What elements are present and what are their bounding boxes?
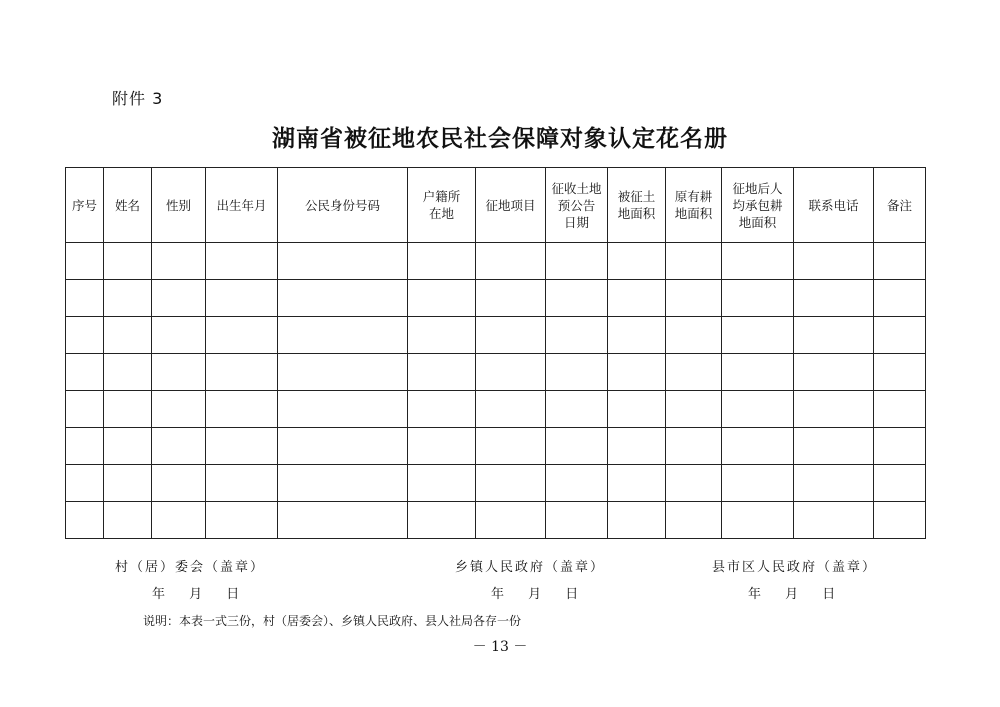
township-government-date: 年 月 日 [491, 587, 580, 602]
table-row [66, 354, 926, 391]
table-cell[interactable] [408, 317, 476, 354]
village-committee-seal-label: 村（居）委会（盖章） [115, 560, 266, 575]
table-cell[interactable] [476, 465, 546, 502]
table-cell[interactable] [874, 391, 926, 428]
table-cell[interactable] [206, 280, 278, 317]
table-row [66, 502, 926, 539]
table-cell[interactable] [206, 428, 278, 465]
table-cell[interactable] [66, 465, 104, 502]
table-cell[interactable] [66, 354, 104, 391]
column-header: 姓名 [104, 168, 152, 243]
table-cell[interactable] [152, 465, 206, 502]
column-header: 序号 [66, 168, 104, 243]
page-number: － 13 － [472, 639, 528, 655]
column-header: 出生年月 [206, 168, 278, 243]
township-government-seal-label: 乡镇人民政府（盖章） [455, 560, 606, 575]
county-government-date: 年 月 日 [748, 587, 837, 602]
table-cell[interactable] [794, 354, 874, 391]
table-cell[interactable] [104, 428, 152, 465]
table-cell[interactable] [152, 354, 206, 391]
table-cell[interactable] [66, 280, 104, 317]
table-cell[interactable] [408, 243, 476, 280]
table-cell[interactable] [152, 502, 206, 539]
table-cell[interactable] [206, 243, 278, 280]
table-cell[interactable] [278, 465, 408, 502]
table-cell[interactable] [546, 465, 608, 502]
table-cell[interactable] [874, 354, 926, 391]
column-header: 备注 [874, 168, 926, 243]
table-cell[interactable] [874, 502, 926, 539]
explanatory-note: 说明：本表一式三份，村（居委会）、乡镇人民政府、县人社局各存一份 [143, 614, 522, 628]
table-cell[interactable] [874, 317, 926, 354]
table-cell[interactable] [722, 428, 794, 465]
table-cell[interactable] [666, 391, 722, 428]
table-cell[interactable] [794, 243, 874, 280]
column-header: 户籍所 在地 [408, 168, 476, 243]
table-cell[interactable] [476, 243, 546, 280]
table-cell[interactable] [152, 428, 206, 465]
table-cell[interactable] [666, 502, 722, 539]
table-row [66, 465, 926, 502]
table-cell[interactable] [546, 354, 608, 391]
table-cell[interactable] [794, 280, 874, 317]
table-cell[interactable] [66, 391, 104, 428]
table-cell[interactable] [206, 502, 278, 539]
table-cell[interactable] [874, 243, 926, 280]
table-cell[interactable] [152, 391, 206, 428]
table-cell[interactable] [408, 428, 476, 465]
table-cell[interactable] [546, 243, 608, 280]
table-cell[interactable] [66, 317, 104, 354]
table-cell[interactable] [476, 354, 546, 391]
table-cell[interactable] [408, 391, 476, 428]
table-cell[interactable] [278, 391, 408, 428]
table-cell[interactable] [476, 280, 546, 317]
table-cell[interactable] [476, 391, 546, 428]
table-cell[interactable] [408, 502, 476, 539]
table-cell[interactable] [546, 391, 608, 428]
table-row [66, 243, 926, 280]
table-cell[interactable] [104, 465, 152, 502]
column-header: 被征土 地面积 [608, 168, 666, 243]
table-cell[interactable] [104, 317, 152, 354]
county-government-seal-label: 县市区人民政府（盖章） [712, 560, 878, 575]
table-cell[interactable] [104, 502, 152, 539]
table-cell[interactable] [206, 465, 278, 502]
table-cell[interactable] [104, 391, 152, 428]
table-cell[interactable] [874, 428, 926, 465]
table-cell[interactable] [476, 502, 546, 539]
column-header: 征地后人 均承包耕 地面积 [722, 168, 794, 243]
table-cell[interactable] [608, 243, 666, 280]
table-cell[interactable] [666, 317, 722, 354]
table-cell[interactable] [408, 280, 476, 317]
table-cell[interactable] [794, 465, 874, 502]
table-cell[interactable] [546, 280, 608, 317]
table-cell[interactable] [278, 280, 408, 317]
table-cell[interactable] [408, 465, 476, 502]
table-cell[interactable] [278, 428, 408, 465]
roster-table [65, 167, 926, 539]
table-cell[interactable] [608, 428, 666, 465]
table-cell[interactable] [794, 428, 874, 465]
table-cell[interactable] [278, 243, 408, 280]
table-cell[interactable] [608, 391, 666, 428]
table-cell[interactable] [104, 280, 152, 317]
table-cell[interactable] [278, 354, 408, 391]
table-cell[interactable] [608, 354, 666, 391]
table-cell[interactable] [666, 428, 722, 465]
table-cell[interactable] [66, 502, 104, 539]
table-cell[interactable] [104, 354, 152, 391]
table-cell[interactable] [206, 354, 278, 391]
table-row [66, 391, 926, 428]
table-cell[interactable] [278, 502, 408, 539]
table-cell[interactable] [874, 465, 926, 502]
table-row [66, 428, 926, 465]
table-cell[interactable] [206, 391, 278, 428]
table-cell[interactable] [722, 354, 794, 391]
table-cell[interactable] [874, 280, 926, 317]
table-cell[interactable] [794, 502, 874, 539]
table-cell[interactable] [104, 243, 152, 280]
column-header: 征地项目 [476, 168, 546, 243]
table-header-row [66, 168, 926, 243]
table-cell[interactable] [408, 354, 476, 391]
table-cell[interactable] [546, 317, 608, 354]
table-cell[interactable] [722, 391, 794, 428]
table-cell[interactable] [794, 317, 874, 354]
table-cell[interactable] [152, 317, 206, 354]
column-header: 性别 [152, 168, 206, 243]
table-cell[interactable] [546, 502, 608, 539]
table-cell[interactable] [722, 502, 794, 539]
table-cell[interactable] [206, 317, 278, 354]
table-cell[interactable] [722, 317, 794, 354]
attachment-label: 附件 3 [112, 89, 164, 108]
table-row [66, 317, 926, 354]
document-title: 湖南省被征地农民社会保障对象认定花名册 [272, 125, 728, 152]
table-cell[interactable] [476, 428, 546, 465]
village-committee-date: 年 月 日 [152, 587, 241, 602]
table-cell[interactable] [794, 391, 874, 428]
table-cell[interactable] [66, 243, 104, 280]
table-cell[interactable] [722, 280, 794, 317]
column-header: 公民身份号码 [278, 168, 408, 243]
table-row [66, 280, 926, 317]
table-cell[interactable] [722, 243, 794, 280]
table-cell[interactable] [152, 243, 206, 280]
table-cell[interactable] [666, 465, 722, 502]
table-cell[interactable] [666, 243, 722, 280]
table-cell[interactable] [608, 317, 666, 354]
table-cell[interactable] [722, 465, 794, 502]
table-cell[interactable] [66, 428, 104, 465]
table-cell[interactable] [666, 354, 722, 391]
column-header: 原有耕 地面积 [666, 168, 722, 243]
table-cell[interactable] [608, 465, 666, 502]
column-header: 联系电话 [794, 168, 874, 243]
table-cell[interactable] [476, 317, 546, 354]
table-cell[interactable] [608, 502, 666, 539]
table-cell[interactable] [152, 280, 206, 317]
table-cell[interactable] [278, 317, 408, 354]
table-cell[interactable] [608, 280, 666, 317]
table-cell[interactable] [546, 428, 608, 465]
column-header: 征收土地 预公告 日期 [546, 168, 608, 243]
table-cell[interactable] [666, 280, 722, 317]
table-body [66, 243, 926, 539]
